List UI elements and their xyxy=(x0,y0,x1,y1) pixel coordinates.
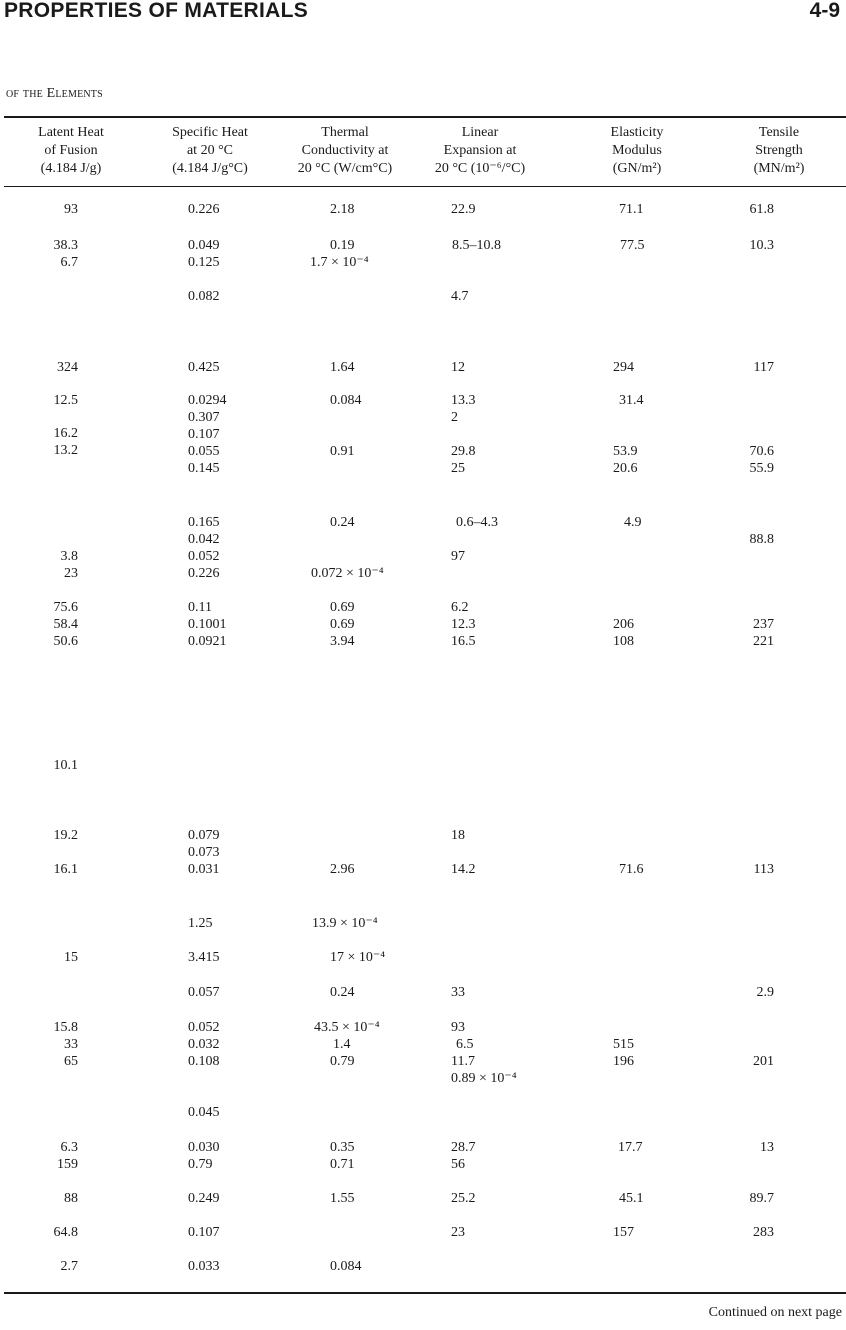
header-line: (4.184 J/g) xyxy=(40,161,102,176)
specific-heat-cell: 0.226 xyxy=(188,202,220,217)
latent-heat-cell: 159 xyxy=(57,1157,78,1172)
thermal-conductivity-cell: 3.94 xyxy=(330,634,355,649)
linear-expansion-cell: 56 xyxy=(451,1157,465,1172)
latent-heat-cell: 15 xyxy=(64,950,78,965)
thermal-conductivity-cell: 17 × 10⁻⁴ xyxy=(330,950,386,965)
linear-expansion-cell: 23 xyxy=(451,1225,465,1240)
tensile-strength-cell: 237 xyxy=(753,617,774,632)
specific-heat-cell: 0.079 xyxy=(188,828,220,843)
header-line: (4.184 J/g°C) xyxy=(172,161,248,176)
specific-heat-cell: 0.032 xyxy=(188,1037,220,1052)
elasticity-modulus-cell: 71.6 xyxy=(619,862,644,877)
elasticity-modulus-cell: 45.1 xyxy=(619,1191,644,1206)
tensile-strength-cell: 283 xyxy=(753,1225,774,1240)
header-latent-heat xyxy=(0,124,146,178)
latent-heat-cell: 6.7 xyxy=(60,255,78,270)
linear-expansion-cell: 16.5 xyxy=(451,634,476,649)
specific-heat-cell: 0.249 xyxy=(188,1191,220,1206)
thermal-conductivity-cell: 13.9 × 10⁻⁴ xyxy=(312,916,378,931)
header-line: Expansion at xyxy=(443,143,517,158)
linear-expansion-cell: 4.7 xyxy=(451,289,469,304)
thermal-conductivity-cell: 43.5 × 10⁻⁴ xyxy=(314,1020,380,1035)
linear-expansion-cell: 13.3 xyxy=(451,393,476,408)
linear-expansion-cell: 93 xyxy=(451,1020,465,1035)
tensile-strength-cell: 117 xyxy=(753,360,774,375)
thermal-conductivity-cell: 0.072 × 10⁻⁴ xyxy=(311,566,384,581)
linear-expansion-cell: 29.8 xyxy=(451,444,476,459)
thermal-conductivity-cell: 0.24 xyxy=(330,985,355,1000)
specific-heat-cell: 0.11 xyxy=(188,600,212,615)
thermal-conductivity-cell: 0.79 xyxy=(330,1054,355,1069)
specific-heat-cell: 0.0921 xyxy=(188,634,227,649)
tensile-strength-cell: 2.9 xyxy=(756,985,774,1000)
thermal-conductivity-cell: 0.24 xyxy=(330,515,355,530)
specific-heat-cell: 0.052 xyxy=(188,1020,220,1035)
specific-heat-cell: 0.107 xyxy=(188,427,220,442)
elasticity-modulus-cell: 71.1 xyxy=(619,202,644,217)
thermal-conductivity-cell: 0.71 xyxy=(330,1157,355,1172)
latent-heat-cell: 12.5 xyxy=(53,393,78,408)
header-line: Elasticity xyxy=(610,125,664,140)
thermal-conductivity-cell: 0.69 xyxy=(330,617,355,632)
latent-heat-cell: 16.2 xyxy=(53,426,78,441)
header-bottom-rule xyxy=(4,186,846,187)
header-line: Modulus xyxy=(612,143,662,158)
elasticity-modulus-cell: 206 xyxy=(613,617,634,632)
header-line: 20 °C (W/cm°C) xyxy=(297,161,393,176)
tensile-strength-cell: 10.3 xyxy=(749,238,774,253)
header-line: at 20 °C xyxy=(186,143,234,158)
elasticity-modulus-cell: 31.4 xyxy=(619,393,644,408)
latent-heat-cell: 2.7 xyxy=(60,1259,78,1274)
latent-heat-cell: 10.1 xyxy=(53,758,78,773)
tensile-strength-cell: 55.9 xyxy=(749,461,774,476)
header-line: 20 °C (10⁻⁶/°C) xyxy=(434,161,526,176)
thermal-conductivity-cell: 0.084 xyxy=(330,1259,362,1274)
linear-expansion-cell: 6.2 xyxy=(451,600,469,615)
linear-expansion-cell: 11.7 xyxy=(451,1054,475,1069)
specific-heat-cell: 0.425 xyxy=(188,360,220,375)
linear-expansion-cell: 0.6–4.3 xyxy=(456,515,498,530)
elasticity-modulus-cell: 4.9 xyxy=(624,515,642,530)
tensile-strength-cell: 89.7 xyxy=(749,1191,774,1206)
linear-expansion-cell: 25 xyxy=(451,461,465,476)
linear-expansion-cell: 14.2 xyxy=(451,862,476,877)
latent-heat-cell: 16.1 xyxy=(53,862,78,877)
latent-heat-cell: 324 xyxy=(57,360,78,375)
elasticity-modulus-cell: 77.5 xyxy=(620,238,645,253)
tensile-strength-cell: 61.8 xyxy=(749,202,774,217)
specific-heat-cell: 0.082 xyxy=(188,289,220,304)
latent-heat-cell: 23 xyxy=(64,566,78,581)
specific-heat-cell: 0.033 xyxy=(188,1259,220,1274)
linear-expansion-cell: 0.89 × 10⁻⁴ xyxy=(451,1071,517,1086)
elasticity-modulus-cell: 515 xyxy=(613,1037,634,1052)
linear-expansion-cell: 22.9 xyxy=(451,202,476,217)
latent-heat-cell: 75.6 xyxy=(53,600,78,615)
linear-expansion-cell: 12 xyxy=(451,360,465,375)
header-elasticity-modulus xyxy=(562,124,712,178)
elasticity-modulus-cell: 108 xyxy=(613,634,634,649)
specific-heat-cell: 0.1001 xyxy=(188,617,227,632)
table-top-rule xyxy=(4,116,846,118)
header-line: (GN/m²) xyxy=(612,161,662,176)
header-line: Linear xyxy=(461,125,499,140)
specific-heat-cell: 1.25 xyxy=(188,916,213,931)
specific-heat-cell: 0.055 xyxy=(188,444,220,459)
continued-note: Continued on next page xyxy=(708,1305,842,1320)
specific-heat-cell: 0.145 xyxy=(188,461,220,476)
specific-heat-cell: 0.049 xyxy=(188,238,220,253)
linear-expansion-cell: 97 xyxy=(451,549,465,564)
latent-heat-cell: 6.3 xyxy=(60,1140,78,1155)
thermal-conductivity-cell: 2.18 xyxy=(330,202,355,217)
thermal-conductivity-cell: 1.7 × 10⁻⁴ xyxy=(310,255,369,270)
latent-heat-cell: 38.3 xyxy=(53,238,78,253)
tensile-strength-cell: 88.8 xyxy=(749,532,774,547)
latent-heat-cell: 19.2 xyxy=(53,828,78,843)
header-line: Thermal xyxy=(321,125,369,140)
specific-heat-cell: 0.0294 xyxy=(188,393,227,408)
specific-heat-cell: 0.108 xyxy=(188,1054,220,1069)
header-line: of Fusion xyxy=(44,143,98,158)
header-line: Strength xyxy=(755,143,803,158)
thermal-conductivity-cell: 0.084 xyxy=(330,393,362,408)
header-line: Tensile xyxy=(758,125,800,140)
header-specific-heat xyxy=(135,124,285,178)
linear-expansion-cell: 25.2 xyxy=(451,1191,476,1206)
latent-heat-cell: 50.6 xyxy=(53,634,78,649)
thermal-conductivity-cell: 1.4 xyxy=(333,1037,351,1052)
specific-heat-cell: 0.057 xyxy=(188,985,220,1000)
elasticity-modulus-cell: 157 xyxy=(613,1225,634,1240)
header-line: Conductivity at xyxy=(301,143,389,158)
latent-heat-cell: 33 xyxy=(64,1037,78,1052)
specific-heat-cell: 0.030 xyxy=(188,1140,220,1155)
linear-expansion-cell: 18 xyxy=(451,828,465,843)
thermal-conductivity-cell: 0.69 xyxy=(330,600,355,615)
latent-heat-cell: 88 xyxy=(64,1191,78,1206)
table-caption: of the Elements xyxy=(6,86,103,101)
elasticity-modulus-cell: 294 xyxy=(613,360,634,375)
thermal-conductivity-cell: 1.64 xyxy=(330,360,355,375)
table-bottom-rule xyxy=(4,1292,846,1294)
latent-heat-cell: 15.8 xyxy=(53,1020,78,1035)
linear-expansion-cell: 33 xyxy=(451,985,465,1000)
elasticity-modulus-cell: 196 xyxy=(613,1054,634,1069)
specific-heat-cell: 3.415 xyxy=(188,950,220,965)
header-tensile-strength xyxy=(704,124,846,178)
elasticity-modulus-cell: 53.9 xyxy=(613,444,638,459)
specific-heat-cell: 0.107 xyxy=(188,1225,220,1240)
header-line: Latent Heat xyxy=(38,125,104,140)
specific-heat-cell: 0.125 xyxy=(188,255,220,270)
header-thermal-conductivity xyxy=(270,124,420,178)
thermal-conductivity-cell: 0.19 xyxy=(330,238,355,253)
specific-heat-cell: 0.307 xyxy=(188,410,220,425)
latent-heat-cell: 13.2 xyxy=(53,443,78,458)
thermal-conductivity-cell: 0.91 xyxy=(330,444,355,459)
latent-heat-cell: 3.8 xyxy=(60,549,78,564)
linear-expansion-cell: 2 xyxy=(451,410,458,425)
thermal-conductivity-cell: 2.96 xyxy=(330,862,355,877)
specific-heat-cell: 0.073 xyxy=(188,845,220,860)
specific-heat-cell: 0.226 xyxy=(188,566,220,581)
header-linear-expansion xyxy=(405,124,555,178)
header-line: (MN/m²) xyxy=(753,161,805,176)
linear-expansion-cell: 28.7 xyxy=(451,1140,476,1155)
elasticity-modulus-cell: 17.7 xyxy=(618,1140,643,1155)
specific-heat-cell: 0.165 xyxy=(188,515,220,530)
latent-heat-cell: 58.4 xyxy=(53,617,78,632)
specific-heat-cell: 0.045 xyxy=(188,1105,220,1120)
tensile-strength-cell: 13 xyxy=(760,1140,774,1155)
linear-expansion-cell: 6.5 xyxy=(456,1037,474,1052)
linear-expansion-cell: 12.3 xyxy=(451,617,476,632)
page-number: 4-9 xyxy=(809,0,840,22)
specific-heat-cell: 0.031 xyxy=(188,862,220,877)
running-header-title: PROPERTIES OF MATERIALS xyxy=(4,0,309,22)
latent-heat-cell: 93 xyxy=(64,202,78,217)
tensile-strength-cell: 221 xyxy=(753,634,774,649)
thermal-conductivity-cell: 1.55 xyxy=(330,1191,355,1206)
specific-heat-cell: 0.79 xyxy=(188,1157,213,1172)
latent-heat-cell: 64.8 xyxy=(53,1225,78,1240)
header-line: Specific Heat xyxy=(172,125,248,140)
specific-heat-cell: 0.042 xyxy=(188,532,220,547)
tensile-strength-cell: 70.6 xyxy=(749,444,774,459)
linear-expansion-cell: 8.5–10.8 xyxy=(452,238,501,253)
tensile-strength-cell: 113 xyxy=(753,862,774,877)
thermal-conductivity-cell: 0.35 xyxy=(330,1140,355,1155)
tensile-strength-cell: 201 xyxy=(753,1054,774,1069)
specific-heat-cell: 0.052 xyxy=(188,549,220,564)
elasticity-modulus-cell: 20.6 xyxy=(613,461,638,476)
latent-heat-cell: 65 xyxy=(64,1054,78,1069)
